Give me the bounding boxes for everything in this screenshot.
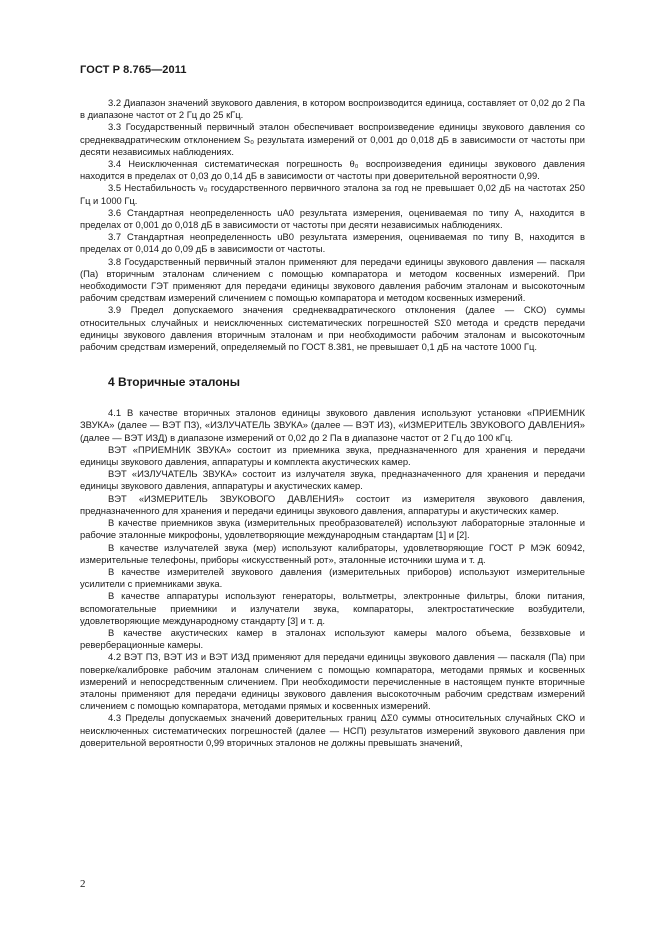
paragraph-equipment: В качестве аппаратуры используют генераторы, вольтметры, электронные фильтры, блоки питания, вспомогательные приемники и излучатели звука, компараторы, электростатические возбудители, удовлетворяющие международному стандарту [3] и т. д. <box>80 590 585 626</box>
paragraph-chambers: В качестве акустических камер в эталонах используют камеры малого объема, беззвховые и реверберационные камеры. <box>80 626 585 651</box>
document-body <box>80 97 585 749</box>
paragraph-3-7: 3.7 Стандартная неопределенность uB0 результата измерения, оцениваемая по типу В, находится в пределах от 0,014 до 0,09 дБ в зависимости от частоты. <box>80 231 585 255</box>
paragraph-meters: В качестве измерителей звукового давления (измерительных приборов) используют измерительные усилители с приемниками звука. <box>80 565 585 590</box>
paragraph-3-2: 3.2 Диапазон значений звукового давления, в котором воспроизводится единица, составляет от 0,02 до 2 Па в диапазоне частот от 2 Гц до 25 кГц. <box>80 97 585 121</box>
document-header: ГОСТ Р 8.765—2011 <box>80 64 187 76</box>
paragraph-4-3: 4.3 Пределы допускаемых значений доверительных границ ΔΣ0 суммы относительных случайных СКО и неисключенных систематических погрешностей (далее — НСП) результатов измерений звукового давления при доверительной вероятности 0,99 вторичных эталонов не должны превышать значений, <box>80 712 585 748</box>
paragraph-3-4: 3.4 Неисключенная систематическая погрешность θ₀ воспроизведения единицы звукового давления находится в пределах от 0,03 до 0,14 дБ в зависимости от частоты при доверительной вероятности 0,99. <box>80 158 585 182</box>
paragraph-3-8: 3.8 Государственный первичный эталон применяют для передачи единицы звукового давления — паскаля (Па) вторичным эталонам сличением с помощью компаратора и методом косвенных измерений. При необходимости ГЭТ применяют для передачи единицы звукового давления рабочим эталонам и высокоточным рабочим средствам измерений сличением с помощью компаратора и методом косвенных измерений. <box>80 255 585 304</box>
paragraph-vet-izd: ВЭТ «ИЗМЕРИТЕЛЬ ЗВУКОВОГО ДАВЛЕНИЯ» состоит из измерителя звукового давления, предназначенного для хранения и передачи единицы звукового давления, аппаратуры и акустических камер. <box>80 492 585 516</box>
paragraph-receivers: В качестве приемников звука (измерительных преобразователей) используют лабораторные эталонные и рабочие эталонные микрофоны, удовлетворяющие международным стандартам [1] и [2]. <box>80 517 585 541</box>
paragraph-vet-pz: ВЭТ «ПРИЕМНИК ЗВУКА» состоит из приемника звука, предназначенного для хранения и передачи единицы звукового давления, аппаратуры и комплекта акустических камер. <box>80 443 585 468</box>
page-number: 2 <box>80 878 86 890</box>
paragraph-vet-iz: ВЭТ «ИЗЛУЧАТЕЛЬ ЗВУКА» состоит из излучателя звука, предназначенного для хранения и передачи единицы звукового давления, аппаратуры и акустических камер. <box>80 468 585 492</box>
paragraph-3-6: 3.6 Стандартная неопределенность uA0 результата измерения, оцениваемая по типу А, находится в пределах от 0,001 до 0,018 дБ в зависимости от частоты при десяти независимых наблюдениях. <box>80 206 585 231</box>
paragraph-emitters: В качестве излучателей звука (мер) используют калибраторы, удовлетворяющие ГОСТ Р МЭК 60942, измерительные телефоны, приборы «искусственный рот», эталонные источники шума и т. д. <box>80 541 585 565</box>
section-heading: 4 Вторичные эталоны <box>108 375 241 390</box>
paragraph-3-5: 3.5 Нестабильность ν₀ государственного первичного эталона за год не превышает 0,02 дБ на частотах 250 Гц и 1000 Гц. <box>80 182 585 206</box>
paragraph-3-9: 3.9 Предел допускаемого значения среднеквадратического отклонения (далее — СКО) суммы относительных случайных и неисключенных систематических погрешностей SΣ0 метода и средств передачи единицы звукового давления вторичным эталонам и при необходимости рабочим эталонам и высокоточным рабочим средствам измерений, определяемый по ГОСТ 8.381, не превышает 0,1 дБ на частоте 1000 Гц. <box>80 304 585 353</box>
paragraph-4-1: 4.1 В качестве вторичных эталонов единицы звукового давления используют установки «ПРИЕМНИК ЗВУКА» (далее — ВЭТ ПЗ), «ИЗЛУЧАТЕЛЬ ЗВУКА» (далее — ВЭТ ИЗ), «ИЗМЕРИТЕЛЬ ЗВУКОВОГО ДАВЛЕНИЯ» (далее — ВЭТ ИЗД) в диапазоне измерений от 0,02 до 2 Па в диапазоне частот от 2 Гц до 100 кГц. <box>80 407 585 443</box>
paragraph-4-2: 4.2 ВЭТ ПЗ, ВЭТ ИЗ и ВЭТ ИЗД применяют для передачи единицы звукового давления — паскаля (Па) при поверке/калибровке рабочим эталонам сличением с помощью компаратора, методами прямых и косвенных измерений и непосредственным сличением. При необходимости перечисленные в настоящем пункте вторичные эталоны применяют для передачи единицы звукового давления высокоточным рабочим средствам измерений сличением с помощью компаратора, методами прямых и косвенных измерений. <box>80 651 585 712</box>
paragraph-3-3: 3.3 Государственный первичный эталон обеспечивает воспроизведение единицы звукового давления со среднеквадратическим отклонением S₀ результата измерений от 0,001 до 0,018 дБ в зависимости от частоты при десяти независимых наблюдениях. <box>80 121 585 157</box>
